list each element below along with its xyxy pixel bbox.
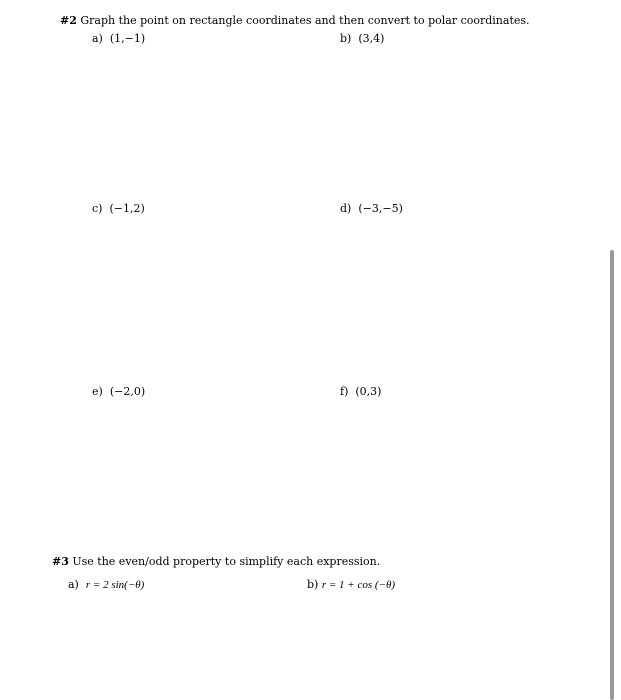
q2-item-d-label: d) [340, 202, 352, 215]
q2-item-b-label: b) [340, 32, 352, 45]
q2-item-a [92, 32, 145, 45]
q2-item-e [92, 385, 145, 398]
q2-item-f [340, 385, 381, 398]
q2-item-d [340, 202, 403, 215]
q2-item-e-label: e) [92, 385, 103, 398]
q2-item-e-value: (−2,0) [109, 385, 146, 398]
vertical-scrollbar[interactable] [610, 250, 614, 700]
q3-item-b [307, 578, 395, 591]
q3-item-a-value: r = 2 sin(−θ) [85, 579, 145, 591]
question-3-instruction: Use the even/odd property to simplify each expression. [72, 555, 381, 568]
question-3-number: #3 [52, 555, 69, 568]
q2-item-a-label: a) [92, 32, 103, 45]
q2-item-f-label: f) [340, 385, 349, 398]
q3-item-a-label: a) [68, 578, 79, 591]
q2-item-f-value: (0,3) [355, 385, 382, 398]
q3-item-b-value: r = 1 + cos (−θ) [321, 579, 396, 591]
q2-item-c-value: (−1,2) [109, 202, 145, 215]
q2-item-c [92, 202, 145, 215]
question-2-instruction: Graph the point on rectangle coordinates and then convert to polar coordinates. [80, 14, 530, 27]
question-2-heading [60, 14, 530, 27]
q3-item-a [68, 578, 144, 591]
q2-item-b [340, 32, 384, 45]
q2-item-a-value: (1,−1) [109, 32, 146, 45]
q2-item-b-value: (3,4) [358, 32, 385, 45]
q3-item-b-label: b) [307, 578, 319, 591]
question-2-number: #2 [60, 14, 77, 27]
question-3-heading [52, 555, 380, 568]
q2-item-c-label: c) [92, 202, 103, 215]
q2-item-d-value: (−3,−5) [358, 202, 403, 215]
